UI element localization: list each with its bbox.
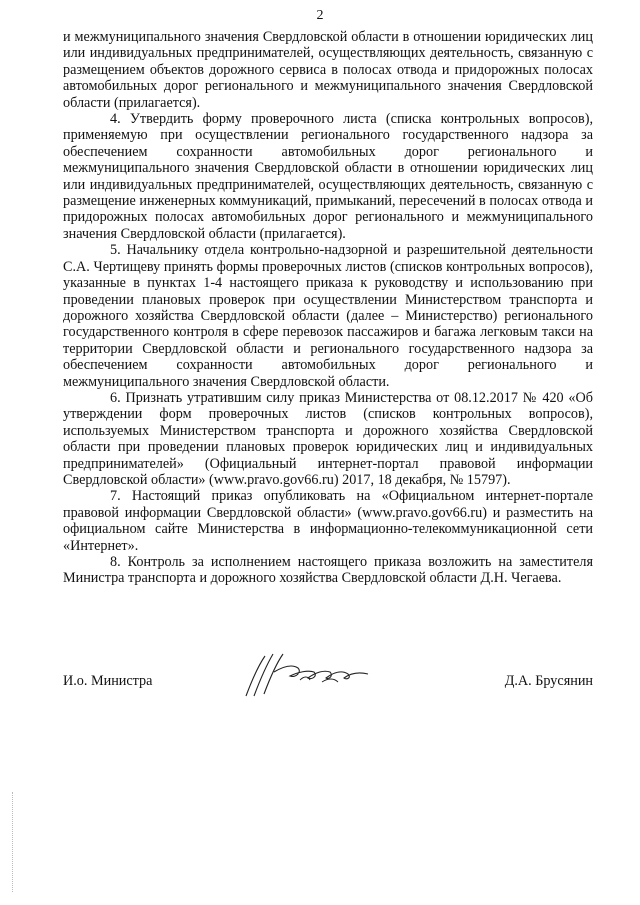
document-body bbox=[63, 29, 593, 587]
signer-name: Д.А. Брусянин bbox=[504, 673, 593, 689]
paragraph-item-8: 8. Контроль за исполнением настоящего приказа возложить на заместителя Министра транспорта и дорожного хозяйства Свердловской области Д.Н. Чегаева. bbox=[63, 554, 593, 587]
paragraph-item-5: 5. Начальнику отдела контрольно-надзорной и разрешительной деятельности С.А. Чертищеву принять формы проверочных листов (списков контрольных вопросов), указанные в пунктах 1-4 настоящего приказа к руководству и использованию при проведении плановых проверок при осуществлении Министерством транспорта и дорожного хозяйства Свердловской области (далее – Министерство) регионального государственного контроля в сфере перевозок пассажиров и багажа легковым такси на территории Свердловской области и регионального государственного надзора за обеспечением сохранности автомобильных дорог регионального и межмуниципального значения Свердловской области. bbox=[63, 242, 593, 390]
page-number: 2 bbox=[316, 8, 324, 23]
margin-scan-mark bbox=[12, 792, 15, 892]
position-title: И.о. Министра bbox=[63, 673, 153, 689]
paragraph-continuation: и межмуниципального значения Свердловской области в отношении юридических лиц или индивидуальных предпринимателей, осуществляющих деятельность, связанную с размещением объектов дорожного сервиса в полосах отвода и придорожных полосах автомобильных дорог регионального и межмуниципального значения Свердловской области (прилагается). bbox=[63, 29, 593, 111]
paragraph-item-6: 6. Признать утратившим силу приказ Министерства от 08.12.2017 № 420 «Об утверждении форм проверочных листов (списков контрольных вопросов), используемых Министерством транспорта и дорожного хозяйства Свердловской области при проведении плановых проверок юридических лиц и индивидуальных предпринимателей» (Официальный интернет-портал правовой информации Свердловской области» (www.pravo.gov66.ru) 2017, 18 декабря, № 15797). bbox=[63, 389, 593, 488]
paragraph-item-7: 7. Настоящий приказ опубликовать на «Официальном интернет-портале правовой информации Свердловской области» (www.pravo.gov66.ru) и разместить на официальном сайте Министерства в информационно-телекоммуникационной сети «Интернет». bbox=[63, 488, 593, 554]
handwritten-signature bbox=[238, 650, 388, 700]
paragraph-item-4: 4. Утвердить форму проверочного листа (списка контрольных вопросов), применяемую при осуществлении регионального государственного надзора за обеспечением сохранности автомобильных дорог регионального и межмуниципального значения Свердловской области в отношении юридических лиц или индивидуальных предпринимателей, осуществляющих деятельность, связанную с размещение инженерных коммуникаций, примыканий, пересечений в полосах отвода и придорожных полосах автомобильных дорог регионального и межмуниципального значения Свердловской области (прилагается). bbox=[63, 111, 593, 242]
